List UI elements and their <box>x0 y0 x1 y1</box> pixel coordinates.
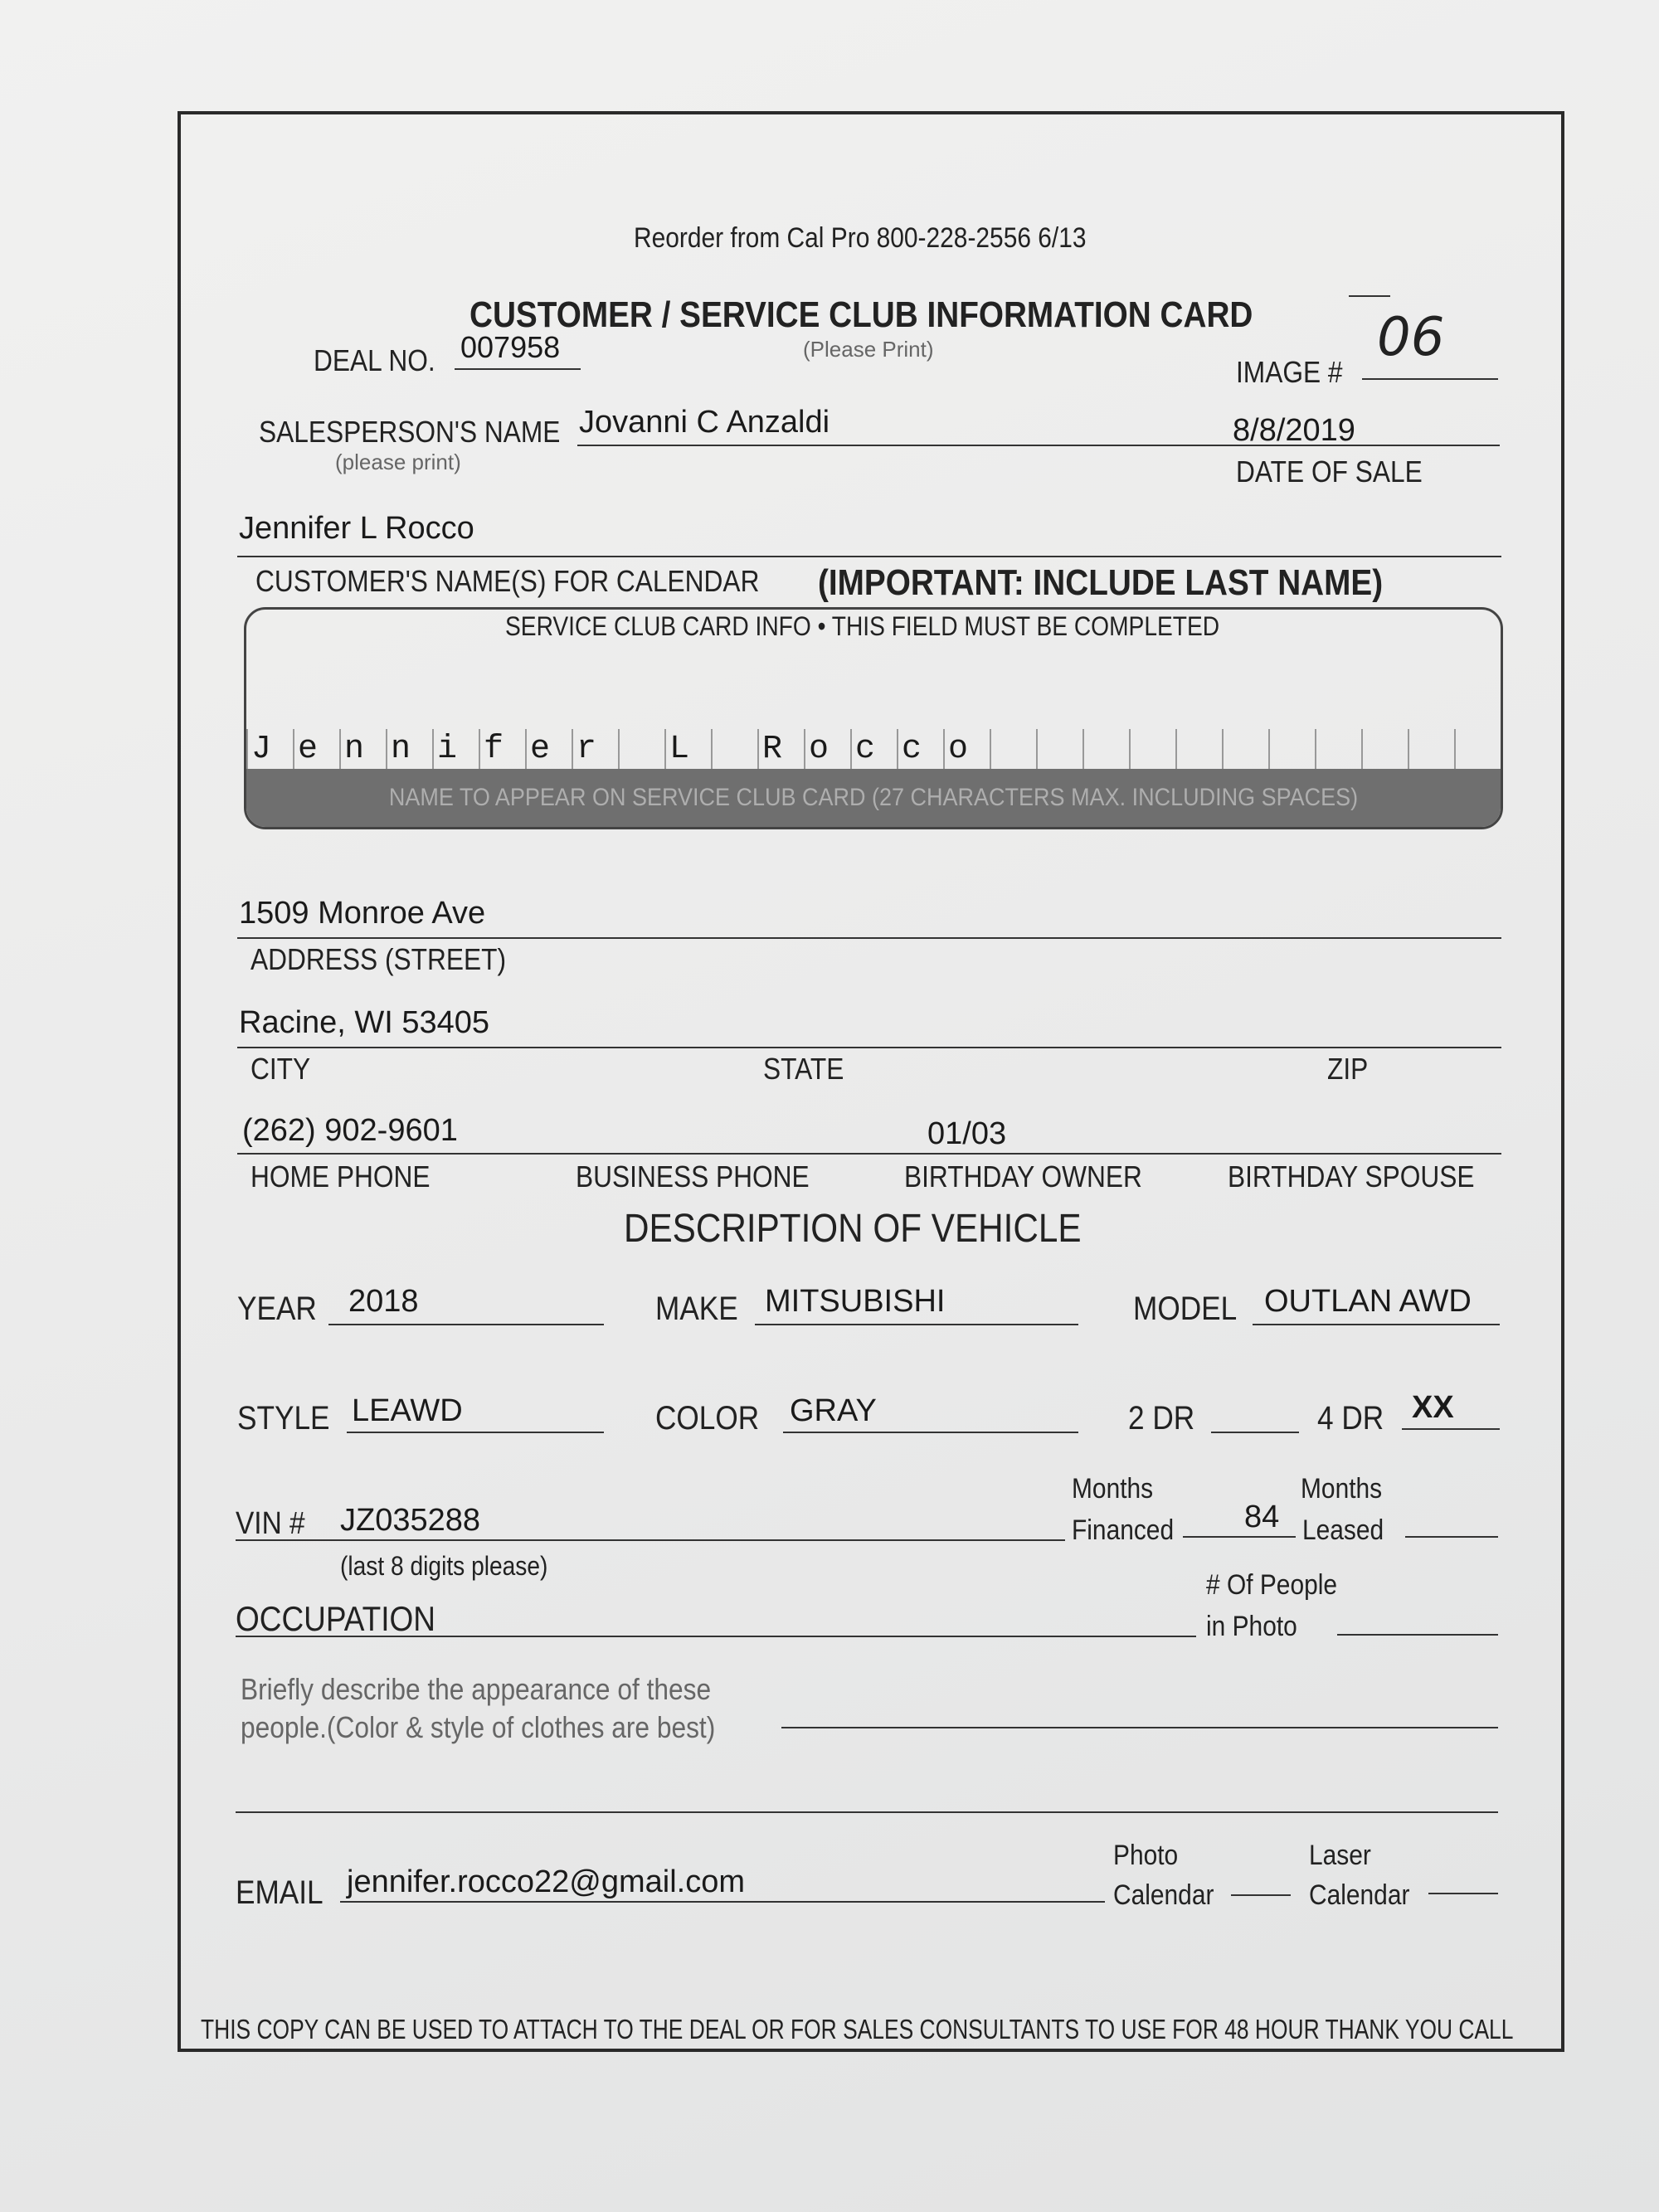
state-label: STATE <box>763 1052 844 1086</box>
vehicle-heading: DESCRIPTION OF VEHICLE <box>624 1207 1082 1251</box>
salesperson-label: SALESPERSON'S NAME <box>259 415 561 449</box>
char-box-divider <box>850 729 852 769</box>
service-club-char: n <box>344 731 365 768</box>
service-club-char: L <box>669 731 690 768</box>
vin-value[interactable]: JZ035288 <box>340 1503 481 1538</box>
four-door-value[interactable]: XX <box>1412 1390 1454 1425</box>
service-club-char: e <box>298 731 319 768</box>
service-club-char: n <box>391 731 411 768</box>
phone-line <box>237 1153 1501 1155</box>
char-box-divider <box>990 729 991 769</box>
char-box-divider <box>1175 729 1177 769</box>
char-box-divider <box>897 729 898 769</box>
salesperson-value[interactable]: Jovanni C Anzaldi <box>579 405 830 440</box>
salesperson-sub: (please print) <box>335 450 461 474</box>
make-line <box>755 1324 1078 1325</box>
vin-line <box>236 1539 1065 1541</box>
business-phone-label: BUSINESS PHONE <box>576 1159 810 1194</box>
please-print-note: (Please Print) <box>803 337 934 362</box>
two-door-line <box>1211 1432 1299 1433</box>
date-of-sale-label: DATE OF SALE <box>1236 455 1423 489</box>
service-club-char: r <box>577 731 597 768</box>
address-line <box>237 937 1501 939</box>
service-club-char: f <box>484 731 504 768</box>
laser-label: Laser <box>1309 1840 1371 1871</box>
dash-mark <box>1349 295 1390 297</box>
char-box-divider <box>525 729 527 769</box>
people-in-photo-label-1: # Of People <box>1206 1569 1338 1601</box>
email-line <box>340 1901 1105 1903</box>
photo-label: Photo <box>1113 1840 1179 1871</box>
service-club-char: R <box>762 731 783 768</box>
char-box-divider <box>1082 729 1084 769</box>
char-box-divider <box>432 729 434 769</box>
date-of-sale-value[interactable]: 8/8/2019 <box>1233 413 1355 448</box>
char-box-divider <box>293 729 294 769</box>
style-label: STYLE <box>237 1400 330 1437</box>
birthday-owner-value[interactable]: 01/03 <box>927 1116 1007 1151</box>
char-box-divider <box>757 729 759 769</box>
city-label: CITY <box>251 1052 311 1086</box>
financed-label: Financed <box>1072 1514 1175 1546</box>
months-financed-top-label: Months <box>1072 1473 1154 1505</box>
char-box-divider <box>572 729 573 769</box>
people-in-photo-line <box>1337 1634 1498 1636</box>
char-box-divider <box>1454 729 1456 769</box>
service-club-band <box>246 769 1501 827</box>
color-label: COLOR <box>655 1400 760 1437</box>
four-door-line <box>1402 1428 1500 1430</box>
deal-no-value[interactable]: 007958 <box>460 330 561 364</box>
deal-no-line <box>455 368 581 370</box>
char-box-divider <box>386 729 387 769</box>
char-box-divider <box>1501 729 1502 769</box>
char-box-divider <box>711 729 713 769</box>
model-line <box>1253 1324 1500 1325</box>
city-value[interactable]: Racine, WI 53405 <box>239 1005 490 1040</box>
service-club-band-text: NAME TO APPEAR ON SERVICE CLUB CARD (27 CHARACTERS MAX. INCLUDING SPACES) <box>388 784 1359 811</box>
char-box-divider <box>618 729 620 769</box>
service-club-char: i <box>437 731 458 768</box>
char-box-divider <box>1222 729 1224 769</box>
service-club-char: o <box>948 731 969 768</box>
address-value[interactable]: 1509 Monroe Ave <box>239 896 486 931</box>
customer-name-value[interactable]: Jennifer L Rocco <box>239 511 474 546</box>
vin-label: VIN # <box>236 1506 305 1541</box>
year-line <box>328 1324 604 1325</box>
salesperson-line <box>577 445 1500 446</box>
model-value[interactable]: OUTLAN AWD <box>1264 1284 1472 1319</box>
char-box-divider <box>1408 729 1409 769</box>
image-number-value[interactable]: 06 <box>1377 307 1445 368</box>
customer-name-label: CUSTOMER'S NAME(S) FOR CALENDAR <box>255 564 760 598</box>
months-leased-top-label: Months <box>1301 1473 1383 1505</box>
style-line <box>347 1432 604 1433</box>
service-club-char: c <box>855 731 876 768</box>
char-box-divider <box>1361 729 1363 769</box>
reorder-text: Reorder from Cal Pro 800-228-2556 6/13 <box>634 222 1087 254</box>
vin-sub: (last 8 digits please) <box>340 1551 548 1581</box>
service-club-char: J <box>251 731 272 768</box>
email-label: EMAIL <box>236 1874 324 1911</box>
form-title: CUSTOMER / SERVICE CLUB INFORMATION CARD <box>469 294 1253 335</box>
service-club-header: SERVICE CLUB CARD INFO • THIS FIELD MUST BE COMPLETED <box>505 611 1220 641</box>
service-club-char: c <box>902 731 922 768</box>
char-box-divider <box>1036 729 1038 769</box>
laser-calendar-line <box>1428 1893 1498 1894</box>
two-door-label: 2 DR <box>1128 1400 1195 1437</box>
home-phone-label: HOME PHONE <box>251 1159 431 1194</box>
email-value[interactable]: jennifer.rocco22@gmail.com <box>347 1864 746 1899</box>
birthday-owner-label: BIRTHDAY OWNER <box>904 1159 1142 1194</box>
photo-calendar-label: Calendar <box>1113 1879 1214 1911</box>
char-box-divider <box>479 729 480 769</box>
char-box-divider <box>664 729 666 769</box>
make-value[interactable]: MITSUBISHI <box>765 1284 946 1319</box>
city-line <box>237 1047 1501 1048</box>
occupation-label: OCCUPATION <box>236 1599 435 1638</box>
laser-calendar-label: Calendar <box>1309 1879 1410 1911</box>
customer-name-line <box>237 556 1501 557</box>
style-value[interactable]: LEAWD <box>352 1393 463 1428</box>
char-box-divider <box>804 729 805 769</box>
describe-text-2: people.(Color & style of clothes are best) <box>241 1710 716 1744</box>
model-label: MODEL <box>1133 1291 1238 1327</box>
char-box-divider <box>339 729 341 769</box>
describe-line-1 <box>781 1727 1498 1728</box>
deal-no-label: DEAL NO. <box>314 343 435 377</box>
char-box-divider <box>943 729 945 769</box>
image-number-label: IMAGE # <box>1236 355 1343 389</box>
zip-label: ZIP <box>1327 1052 1369 1086</box>
birthday-spouse-label: BIRTHDAY SPOUSE <box>1228 1159 1475 1194</box>
footer-note: THIS COPY CAN BE USED TO ATTACH TO THE DEAL OR FOR SALES CONSULTANTS TO USE FOR 48 HOUR THANK YOU CALL <box>201 2014 1514 2044</box>
color-line <box>783 1432 1078 1433</box>
color-value[interactable]: GRAY <box>790 1393 877 1428</box>
leased-line <box>1405 1536 1498 1538</box>
service-club-char: e <box>530 731 551 768</box>
months-financed-value[interactable]: 84 <box>1244 1500 1280 1534</box>
people-in-photo-label-2: in Photo <box>1206 1611 1297 1642</box>
char-box-divider <box>1129 729 1131 769</box>
photo-calendar-line <box>1231 1894 1291 1896</box>
address-label: ADDRESS (STREET) <box>251 942 507 976</box>
describe-text-1: Briefly describe the appearance of these <box>241 1672 712 1706</box>
char-box-divider <box>1315 729 1316 769</box>
service-club-card-field[interactable] <box>244 607 1503 829</box>
year-label: YEAR <box>237 1291 317 1327</box>
customer-important-note: (IMPORTANT: INCLUDE LAST NAME) <box>818 562 1384 603</box>
service-club-char: o <box>809 731 830 768</box>
leased-label: Leased <box>1302 1514 1384 1546</box>
make-label: MAKE <box>655 1291 738 1327</box>
describe-line-2 <box>236 1811 1498 1813</box>
four-door-label: 4 DR <box>1317 1400 1384 1437</box>
financed-line <box>1183 1536 1296 1538</box>
year-value[interactable]: 2018 <box>348 1284 419 1319</box>
image-number-line <box>1362 378 1498 380</box>
char-box-divider <box>1268 729 1270 769</box>
char-box-divider <box>246 729 248 769</box>
occupation-line <box>236 1636 1196 1637</box>
home-phone-value[interactable]: (262) 902-9601 <box>242 1113 458 1148</box>
